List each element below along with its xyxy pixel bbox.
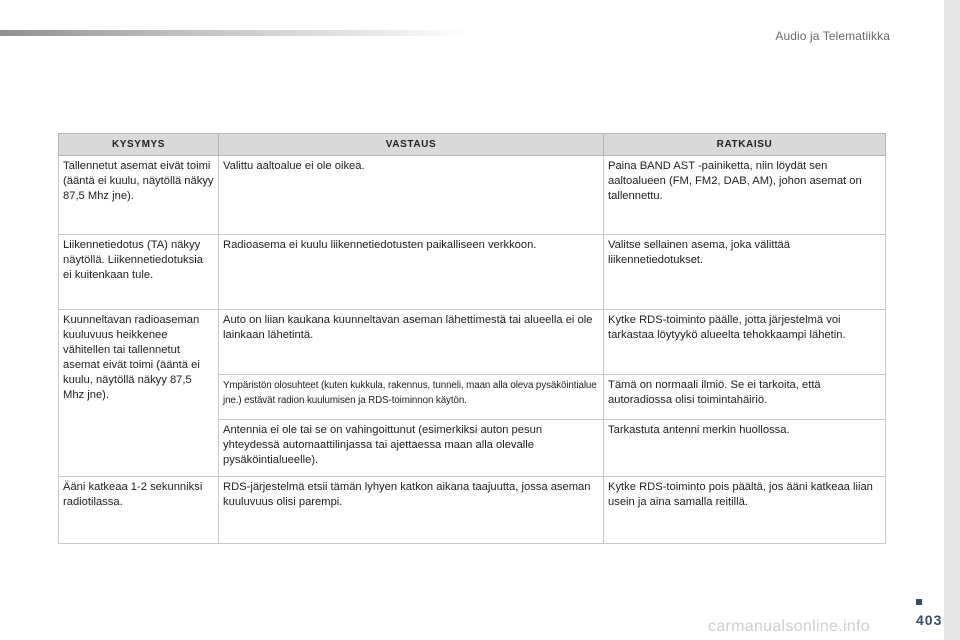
column-header-answer: VASTAUS — [219, 134, 604, 156]
answer-cell: Antennia ei ole tai se on vahingoittunut (esimerkiksi auton pesun yhteydessä automaattilinjassa tai ajettaessa maan alla olevalle pysäköintialueelle). — [219, 420, 604, 477]
answer-cell: Valittu aaltoalue ei ole oikea. — [219, 156, 604, 235]
question-cell: Ääni katkeaa 1-2 sekunniksi radiotilassa. — [59, 477, 219, 544]
table-row — [59, 477, 886, 544]
header-gradient-bar — [0, 30, 470, 36]
question-cell: Kuunneltavan radioaseman kuuluvuus heikkenee vähitellen tai tallennetut asemat eivät toimi (ääntä ei kuulu, näytöllä näkyy 87,5 Mhz jne). — [59, 310, 219, 477]
solution-cell: Kytke RDS-toiminto päälle, jotta järjestelmä voi tarkastaa löytyykö alueelta tehokkaampi lähetin. — [604, 310, 886, 375]
solution-cell: Paina BAND AST -painiketta, niin löydät sen aaltoalueen (FM, FM2, DAB, AM), johon asemat on tallennettu. — [604, 156, 886, 235]
column-header-solution: RATKAISU — [604, 134, 886, 156]
answer-cell: RDS-järjestelmä etsii tämän lyhyen katkon aikana taajuutta, jossa aseman kuuluvuus olisi parempi. — [219, 477, 604, 544]
page-side-margin — [944, 0, 960, 640]
table-row — [59, 156, 886, 235]
watermark: carmanualsonline.info — [708, 618, 870, 635]
answer-cell: Radioasema ei kuulu liikennetiedotusten paikalliseen verkkoon. — [219, 235, 604, 310]
solution-cell: Valitse sellainen asema, joka välittää liikennetiedotukset. — [604, 235, 886, 310]
question-cell: Tallennetut asemat eivät toimi (ääntä ei kuulu, näytöllä näkyy 87,5 Mhz jne). — [59, 156, 219, 235]
page-number: 403 — [916, 612, 943, 628]
page-marker-icon — [916, 599, 922, 605]
answer-cell: Auto on liian kaukana kuunneltavan aseman lähettimestä tai alueella ei ole lainkaan lähetintä. — [219, 310, 604, 375]
solution-cell: Kytke RDS-toiminto pois päältä, jos ääni katkeaa liian usein ja aina samalla reitillä. — [604, 477, 886, 544]
solution-cell: Tarkastuta antenni merkin huollossa. — [604, 420, 886, 477]
section-title: Audio ja Telematiikka — [775, 29, 890, 43]
troubleshooting-table — [58, 133, 886, 544]
table-row — [59, 235, 886, 310]
table-header-row — [59, 134, 886, 156]
column-header-question: KYSYMYS — [59, 134, 219, 156]
solution-cell: Tämä on normaali ilmiö. Se ei tarkoita, että autoradiossa olisi toimintahäiriö. — [604, 375, 886, 420]
table-row — [59, 310, 886, 375]
answer-cell: Ympäristön olosuhteet (kuten kukkula, rakennus, tunneli, maan alla oleva pysäköintialue jne.) estävät radion kuulumisen ja RDS-toiminnon käytön. — [219, 375, 604, 420]
question-cell: Liikennetiedotus (TA) näkyy näytöllä. Liikennetiedotuksia ei kuitenkaan tule. — [59, 235, 219, 310]
